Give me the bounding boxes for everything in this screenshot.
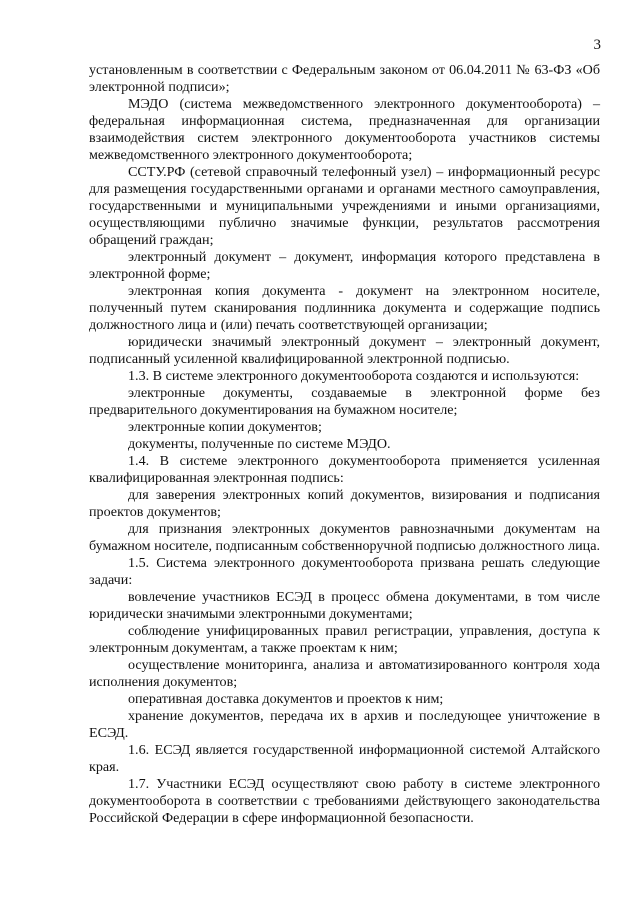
- paragraph: вовлечение участников ЕСЭД в процесс обмена документами, в том числе юридически значимыми электронными документами;: [89, 589, 600, 622]
- document-body: [89, 62, 600, 827]
- paragraph: 1.6. ЕСЭД является государственной информационной системой Алтайского края.: [89, 742, 600, 775]
- paragraph: 1.7. Участники ЕСЭД осуществляют свою работу в системе электронного документооборота в соответствии с требованиями действующего законодательства Российской Федерации в сфере информационной безопасности.: [89, 776, 600, 826]
- paragraph: электронный документ – документ, информация которого представлена в электронной форме;: [89, 249, 600, 282]
- paragraph: для заверения электронных копий документов, визирования и подписания проектов документов;: [89, 487, 600, 520]
- paragraph: осуществление мониторинга, анализа и автоматизированного контроля хода исполнения документов;: [89, 657, 600, 690]
- page-number: 3: [593, 37, 601, 53]
- paragraph: установленным в соответствии с Федеральным законом от 06.04.2011 № 63-ФЗ «Об электронной подписи»;: [89, 62, 600, 95]
- paragraph: юридически значимый электронный документ – электронный документ, подписанный усиленной квалифицированной электронной подписью.: [89, 334, 600, 367]
- paragraph: ССТУ.РФ (сетевой справочный телефонный узел) – информационный ресурс для размещения государственными органами и органами местного самоуправления, государственными и муниципальными учреждениями и иными организациями, осуществляющими публично значимые функции, результатов рассмотрения обращений граждан;: [89, 164, 600, 248]
- paragraph: оперативная доставка документов и проектов к ним;: [128, 691, 444, 707]
- paragraph: 1.3. В системе электронного документооборота создаются и используются:: [128, 368, 580, 384]
- paragraph: 1.5. Система электронного документооборота призвана решать следующие задачи:: [89, 555, 600, 588]
- paragraph: электронные копии документов;: [128, 419, 322, 435]
- paragraph: документы, полученные по системе МЭДО.: [128, 436, 391, 452]
- paragraph: 1.4. В системе электронного документооборота применяется усиленная квалифицированная электронная подпись:: [89, 453, 600, 486]
- paragraph: электронные документы, создаваемые в электронной форме без предварительного документирования на бумажном носителе;: [89, 385, 600, 418]
- paragraph: хранение документов, передача их в архив и последующее уничтожение в ЕСЭД.: [89, 708, 600, 741]
- paragraph: электронная копия документа - документ на электронном носителе, полученный путем сканирования подлинника документа и содержащие подпись должностного лица и (или) печать соответствующей организации;: [89, 283, 600, 333]
- paragraph: соблюдение унифицированных правил регистрации, управления, доступа к электронным документам, а также проектам к ним;: [89, 623, 600, 656]
- paragraph: МЭДО (система межведомственного электронного документооборота) – федеральная информационная система, предназначенная для организации взаимодействия систем электронного документооборота участников системы межведомственного электронного документооборота;: [89, 96, 600, 163]
- paragraph: для признания электронных документов равнозначными документам на бумажном носителе, подписанным собственноручной подписью должностного лица.: [89, 521, 600, 554]
